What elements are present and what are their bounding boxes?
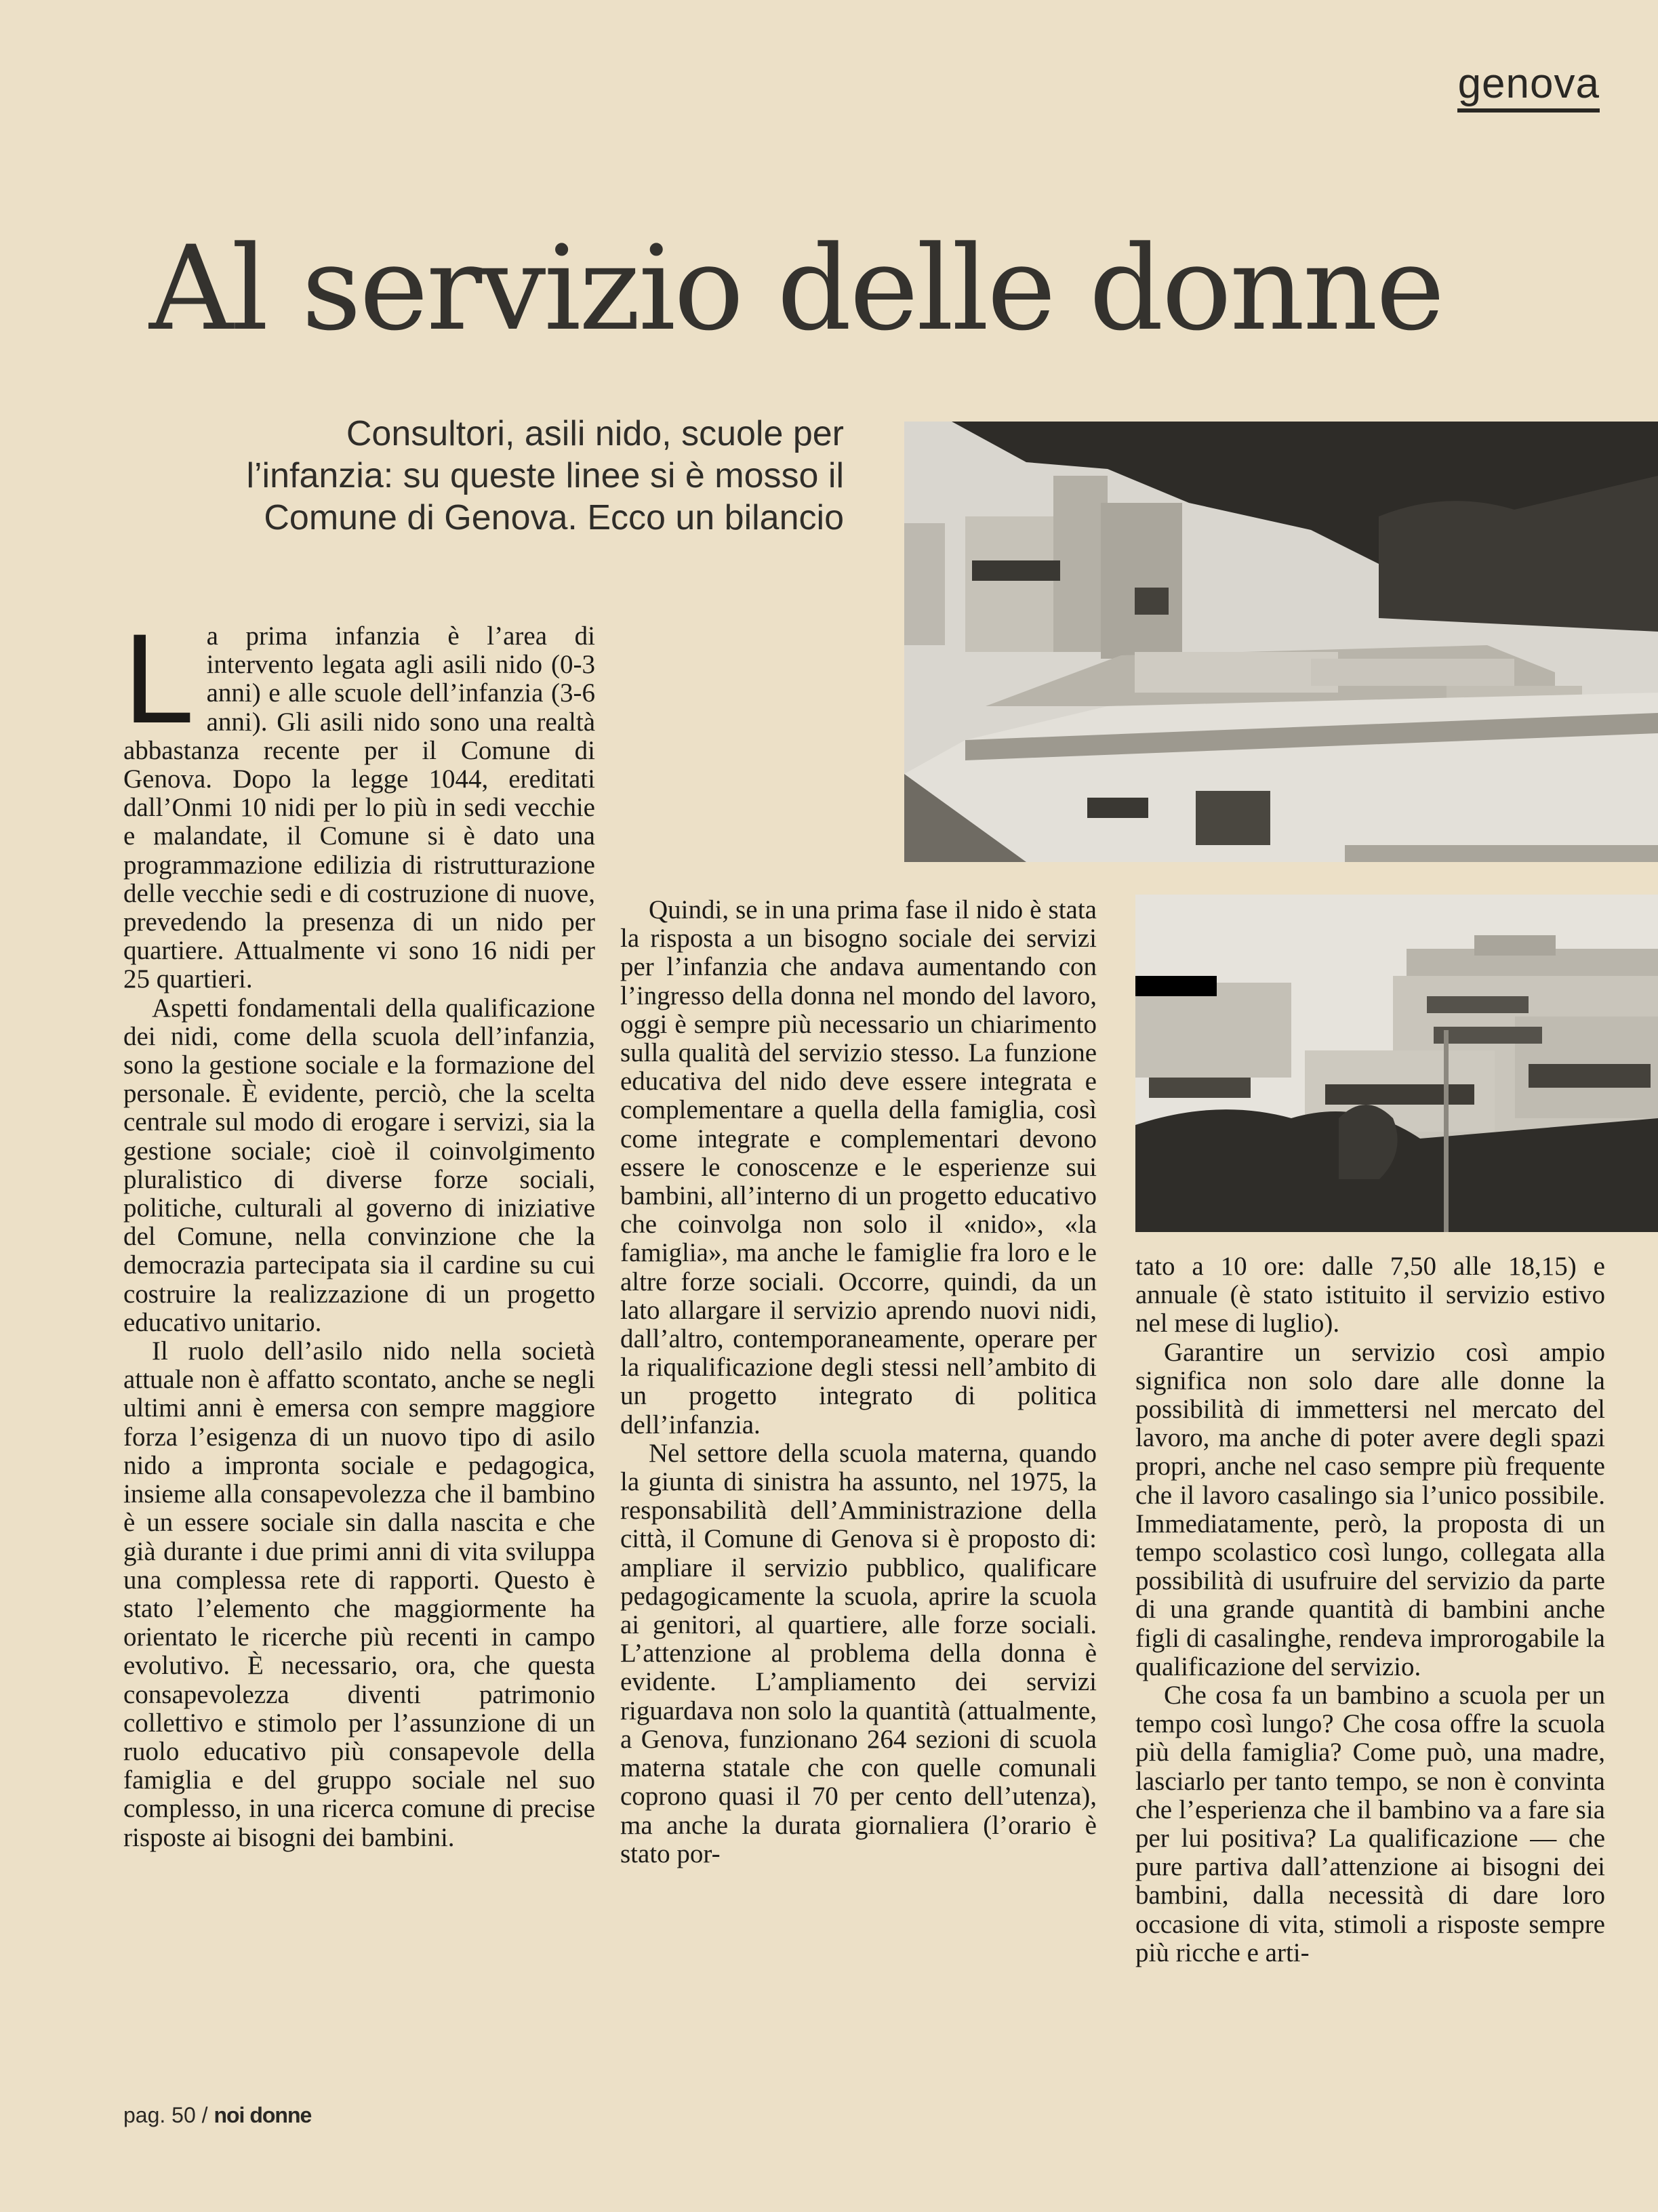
headline: Al servizio delle donne <box>149 220 1443 356</box>
article-column-2 <box>620 896 1097 1868</box>
paragraph: Che cosa fa un bambino a scuola per un tempo così lungo? Che cosa offre la scuola più della famiglia? Come può, una madre, lasciarlo per tanto tempo, se non è convinta che l’esperienza che il bambino va a fare sia per lui positiva? La qualificazione — che pure partiva dall’attenzione ai bisogni dei bambini, dalla necessità di dare loro occasione di vita, stimoli a risposte sempre più ricche e arti- <box>1135 1681 1605 1967</box>
paragraph: Il ruolo dell’asilo nido nella società attuale non è affatto scontato, anche se negli ultimi anni è emersa con sempre maggiore forza l’esigenza di un nuovo tipo di asilo nido a impronta sociale e pedagogica, insieme alla consapevolezza che il bambino è un essere sociale sin dalla nascita e che già durante i due primi anni di vita sviluppa una complessa rete di rapporti. Questo è stato l’elemento che maggiormente ha orientato le ricerche più recenti in campo evolutivo. È necessario, ora, che questa consapevolezza diventi patrimonio collettivo e stimolo per l’assunzione di un ruolo educativo più consapevole della famiglia e del gruppo sociale nel suo complesso, in una ricerca comune di precise risposte ai bisogni dei bambini. <box>123 1336 595 1852</box>
paragraph: Nel settore della scuola materna, quando la giunta di sinistra ha assunto, nel 1975, la responsabilità dell’Amministrazione della città, il Comune di Genova si è proposto di: ampliare il servizio pubblico, qualificare pedagogicamente la scuola, aprire la scuola ai genitori, al quartiere, alle forze sociali. L’attenzione al problema della donna è evidente. L’ampliamento dei servizi riguardava non solo la quantità (attualmente, a Genova, funzionano 264 sezioni di scuola materna statale che con quelle comunali coprono quasi il 70 per cento dell’utenza), ma anche la durata giornaliera (l’orario è stato por- <box>620 1438 1097 1868</box>
standfirst: Consultori, asili nido, scuole per l’infanzia: su queste linee si è mosso il Comune di Genova. Ecco un bilancio <box>246 414 844 537</box>
paragraph: tato a 10 ore: dalle 7,50 alle 18,15) e annuale (è stato istituito il servizio estivo nel mese di luglio). <box>1135 1252 1605 1338</box>
photo-school-hillside <box>904 422 1658 862</box>
drop-cap: L <box>123 607 195 750</box>
article-column-1 <box>123 607 595 1852</box>
magazine-name: noi donne <box>214 2103 312 2127</box>
article-column-3 <box>1135 1252 1605 1967</box>
page-footer <box>123 2103 311 2128</box>
photo-building-complex <box>1135 895 1658 1232</box>
paragraph: a prima infanzia è l’area di intervento legata agli asili nido (0-3 anni) e alle scuole dell’infanzia (3-6 anni). Gli asili nido sono una realtà abbastanza recente per il Comune di Genova. Dopo la legge 1044, ereditati dall’Onmi 10 nidi per lo più in sedi vecchie e malandate, il Comune si è dato una programmazione edilizia di ristrutturazione delle vecchie sedi e di costruzione di nuove, prevedendo la presenza di un nido per quartiere. Attualmente vi sono 16 nidi per 25 quartieri. <box>123 621 595 994</box>
paragraph: Quindi, se in una prima fase il nido è stata la risposta a un bisogno sociale dei servizi per l’infanzia che andava aumentando con l’ingresso della donna nel mondo del lavoro, oggi è sempre più necessario un chiarimento sulla qualità del servizio stesso. La funzione educativa del nido deve essere integrata e complementare a quella della famiglia, così come integrate e complementari devono essere le conoscenze e le esperienze sui bambini, all’interno di un progetto educativo che coinvolga non solo il «nido», «la famiglia», ma anche le famiglie fra loro e le altre forze sociali. Occorre, quindi, da un lato allargare il servizio aprendo nuovi nidi, dall’altro, contemporaneamente, operare per la riqualificazione degli stessi nell’ambito di un progetto integrato di politica dell’infanzia. <box>620 895 1097 1439</box>
paragraph: Aspetti fondamentali della qualificazione dei nidi, come della scuola dell’infanzia, sono la gestione sociale e la formazione del personale. È evidente, perciò, che la scelta centrale sul modo di erogare i servizi, sia la gestione sociale; cioè il coinvolgimento pluralistico di diverse forze sociali, politiche, culturali al governo di iniziative del Comune, nella convinzione che la democrazia partecipata sia il cardine su cui costruire la realizzazione di un progetto educativo unitario. <box>123 993 595 1337</box>
page-number: pag. 50 / <box>123 2103 208 2127</box>
section-rule <box>1457 108 1600 112</box>
paragraph: Garantire un servizio così ampio significa non solo dare alle donne la possibilità di immettersi nel mercato del lavoro, ma anche di poter avere degli spazi propri, anche nel caso sempre più frequente che il lavoro casalingo sia l’unico possibile. Immediatamente, però, la proposta di un tempo scolastico così lungo, collegata alla possibilità di usufruire del servizio da parte di una grande quantità di bambini anche figli di casalinghe, rendeva improrogabile la qualificazione del servizio. <box>1135 1337 1605 1681</box>
section-label: genova <box>1457 60 1600 107</box>
